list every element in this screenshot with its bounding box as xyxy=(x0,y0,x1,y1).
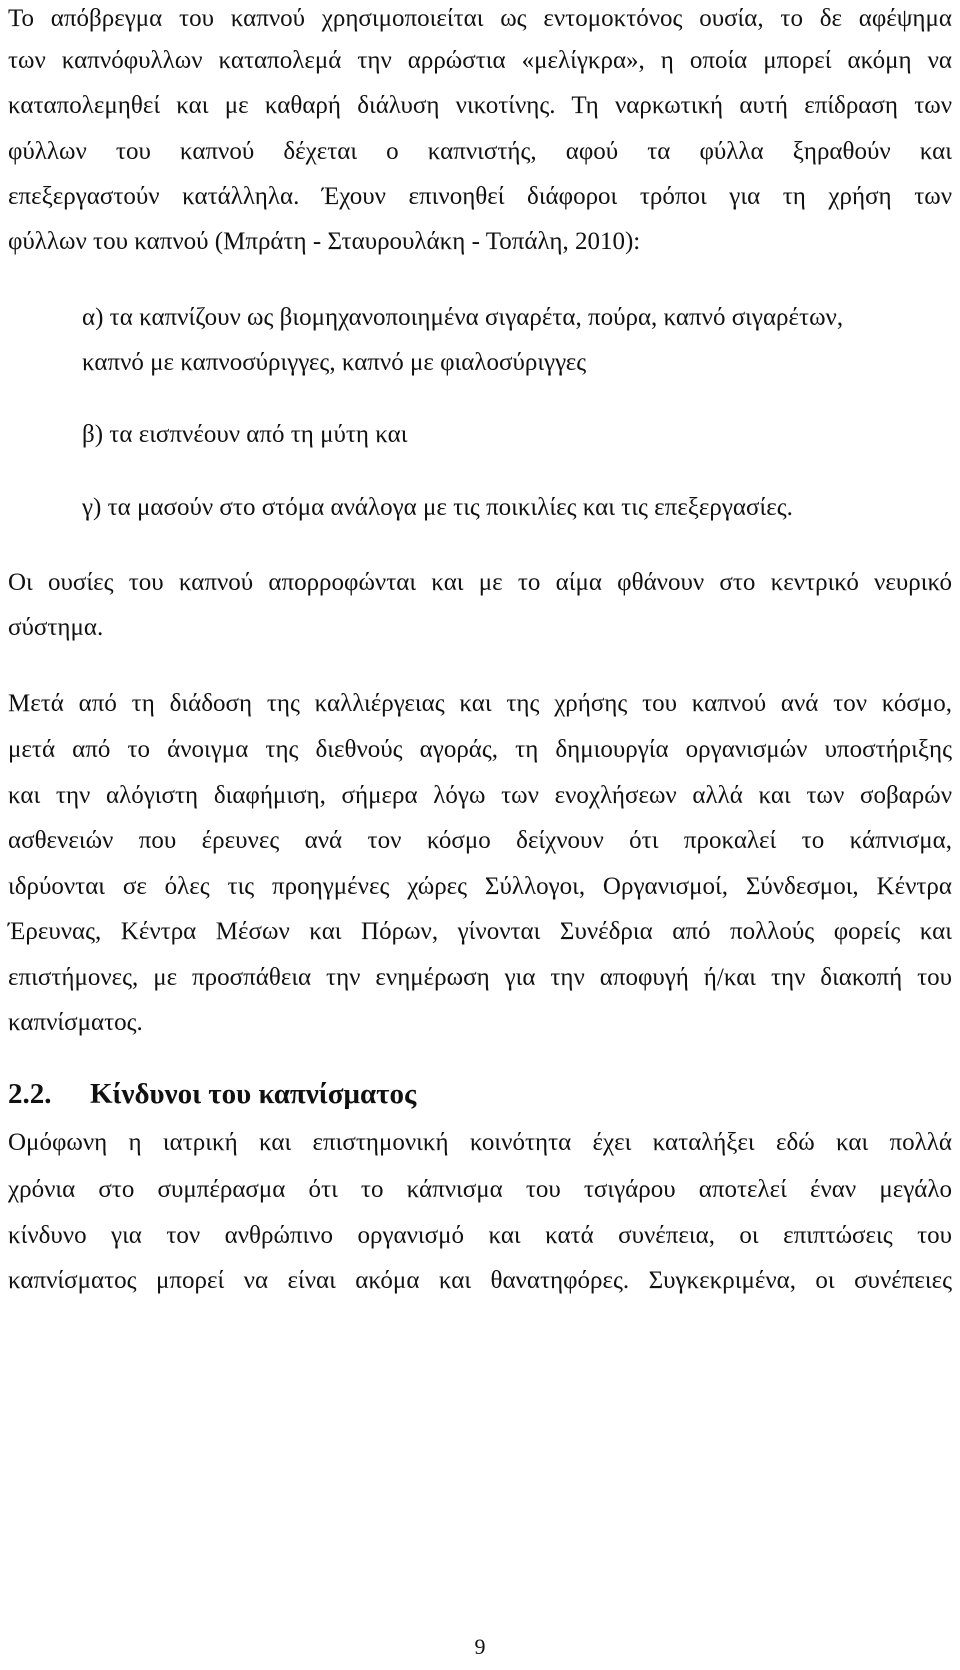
paragraph-line: φύλλων του καπνού (Μπράτη - Σταυρουλάκη - Τοπάλη, 2010): xyxy=(8,228,641,255)
section-number: 2.2. xyxy=(8,1078,52,1110)
paragraph-line: καπνίσματος. xyxy=(8,1009,143,1036)
paragraph-line: ασθενειών που έρευνες ανά τον κόσμο δείχνουν ότι προκαλεί το κάπνισμα, xyxy=(8,827,952,854)
section-heading xyxy=(8,1077,952,1111)
paragraph-line: χρόνια στο συμπέρασμα ότι το κάπνισμα του τσιγάρου αποτελεί έναν μεγάλο xyxy=(8,1176,952,1203)
list-item-c: γ) τα μασούν στο στόμα ανάλογα με τις ποικιλίες και τις επεξεργασίες. xyxy=(82,494,793,521)
paragraph-line: Ομόφωνη η ιατρική και επιστημονική κοινότητα έχει καταλήξει εδώ και πολλά xyxy=(8,1129,952,1156)
paragraph-line: φύλλων του καπνού δέχεται ο καπνιστής, αφού τα φύλλα ξηραθούν και xyxy=(8,138,952,165)
paragraph-line: Μετά από τη διάδοση της καλλιέργειας και της χρήσης του καπνού ανά τον κόσμο, xyxy=(8,690,952,717)
paragraph-line: ιδρύονται σε όλες τις προηγμένες χώρες Σύλλογοι, Οργανισμοί, Σύνδεσμοι, Κέντρα xyxy=(8,873,952,900)
page-number: 9 xyxy=(474,1634,486,1659)
paragraph-line: επιστήμονες, με προσπάθεια την ενημέρωση για την αποφυγή ή/και την διακοπή του xyxy=(8,964,952,991)
paragraph-line: καταπολεμηθεί και με καθαρή διάλυση νικοτίνης. Τη ναρκωτική αυτή επίδραση των xyxy=(8,92,952,119)
paragraph-line: κίνδυνο για τον ανθρώπινο οργανισμό και κατά συνέπεια, οι επιπτώσεις του xyxy=(8,1222,952,1249)
paragraph-line: καπνίσματος μπορεί να είναι ακόμα και θανατηφόρες. Συγκεκριμένα, οι συνέπειες xyxy=(8,1267,952,1294)
paragraph-line: επεξεργαστούν κατάλληλα. Έχουν επινοηθεί διάφοροι τρόποι για τη χρήση των xyxy=(8,183,952,210)
paragraph-line: των καπνόφυλλων καταπολεμά την αρρώστια «μελίγκρα», η οποία μπορεί ακόμη να xyxy=(8,47,952,74)
section-title: Κίνδυνοι του καπνίσματος xyxy=(90,1078,417,1110)
list-item-a: α) τα καπνίζουν ως βιομηχανοποιημένα σιγαρέτα, πούρα, καπνό σιγαρέτων, xyxy=(82,304,844,331)
paragraph-line: μετά από το άνοιγμα της διεθνούς αγοράς, τη δημιουργία οργανισμών υποστήριξης xyxy=(8,736,952,763)
paragraph-line: Έρευνας, Κέντρα Μέσων και Πόρων, γίνονται Συνέδρια από πολλούς φορείς και xyxy=(8,918,952,945)
list-item-a-continued: καπνό με καπνοσύριγγες, καπνό με φιαλοσύριγγες xyxy=(82,349,587,376)
paragraph-line: Οι ουσίες του καπνού απορροφώνται και με το αίμα φθάνουν στο κεντρικό νευρικό xyxy=(8,569,952,596)
paragraph-line: σύστημα. xyxy=(8,614,104,641)
paragraph-line: Το απόβρεγμα του καπνού χρησιμοποιείται ως εντομοκτόνος ουσία, το δε αφέψημα xyxy=(8,5,952,32)
paragraph-line: και την αλόγιστη διαφήμιση, σήμερα λόγω των ενοχλήσεων αλλά και των σοβαρών xyxy=(8,782,952,809)
list-item-b: β) τα εισπνέουν από τη μύτη και xyxy=(82,421,408,448)
